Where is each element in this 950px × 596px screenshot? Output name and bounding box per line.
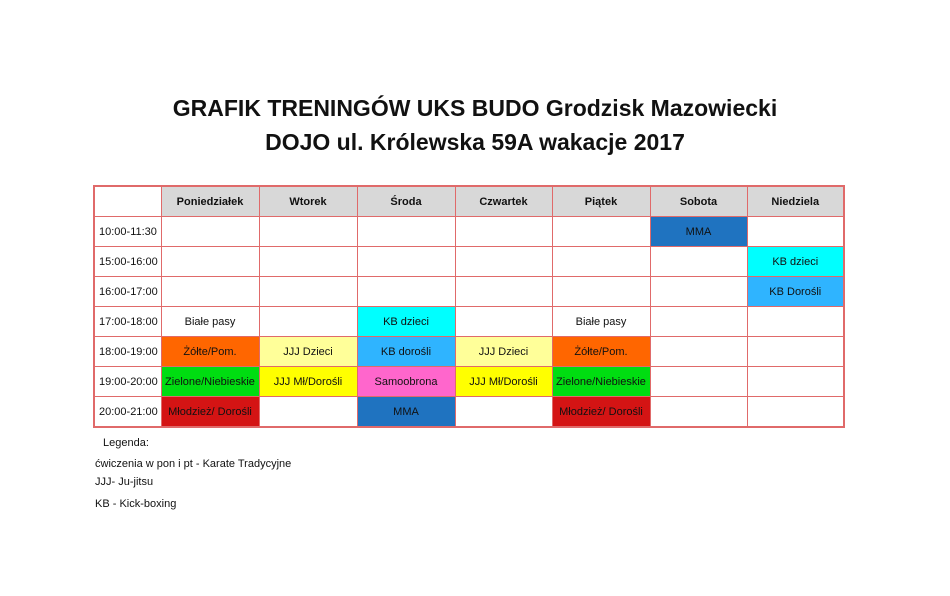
empty-cell xyxy=(650,307,747,337)
empty-cell xyxy=(161,277,259,307)
corner-cell xyxy=(94,186,161,217)
legend-item: JJJ- Ju-jitsu xyxy=(95,476,154,488)
time-slot-cell: 16:00-17:00 xyxy=(94,277,161,307)
empty-cell xyxy=(357,247,455,277)
legend-item: ćwiczenia w pon i pt - Karate Tradycyjne xyxy=(95,458,292,470)
empty-cell xyxy=(259,277,357,307)
empty-cell xyxy=(552,217,650,247)
empty-cell xyxy=(552,247,650,277)
day-header: Piątek xyxy=(552,186,650,217)
class-cell: Zielone/Niebieskie xyxy=(161,367,259,397)
time-slot-cell: 20:00-21:00 xyxy=(94,397,161,428)
empty-cell xyxy=(259,307,357,337)
day-header: Środa xyxy=(357,186,455,217)
class-cell: KB dzieci xyxy=(357,307,455,337)
class-cell: JJJ Mł/Dorośli xyxy=(259,367,357,397)
time-slot-cell: 19:00-20:00 xyxy=(94,367,161,397)
training-schedule-table xyxy=(93,185,845,428)
empty-cell xyxy=(455,217,552,247)
empty-cell xyxy=(650,247,747,277)
empty-cell xyxy=(455,247,552,277)
class-cell: Żółte/Pom. xyxy=(161,337,259,367)
day-header: Wtorek xyxy=(259,186,357,217)
schedule-row xyxy=(94,367,844,397)
schedule-row xyxy=(94,247,844,277)
class-cell: JJJ Mł/Dorośli xyxy=(455,367,552,397)
schedule-row xyxy=(94,307,844,337)
class-cell: Samoobrona xyxy=(357,367,455,397)
class-cell: KB dorośli xyxy=(357,337,455,367)
time-slot-cell: 17:00-18:00 xyxy=(94,307,161,337)
header-row xyxy=(94,186,844,217)
legend-heading: Legenda: xyxy=(103,437,149,449)
empty-cell xyxy=(747,217,844,247)
legend-item: KB - Kick-boxing xyxy=(95,498,177,510)
empty-cell xyxy=(161,247,259,277)
empty-cell xyxy=(747,397,844,428)
time-slot-cell: 18:00-19:00 xyxy=(94,337,161,367)
class-cell: MMA xyxy=(357,397,455,428)
class-cell: JJJ Dzieci xyxy=(455,337,552,367)
day-header: Poniedziałek xyxy=(161,186,259,217)
empty-cell xyxy=(747,307,844,337)
empty-cell xyxy=(259,247,357,277)
empty-cell xyxy=(552,277,650,307)
class-cell: JJJ Dzieci xyxy=(259,337,357,367)
schedule-title-line-2: DOJO ul. Królewska 59A wakacje 2017 xyxy=(265,129,685,155)
schedule-row xyxy=(94,217,844,247)
day-header: Sobota xyxy=(650,186,747,217)
empty-cell xyxy=(161,217,259,247)
class-cell: Młodzież/ Dorośli xyxy=(161,397,259,428)
empty-cell xyxy=(259,217,357,247)
class-cell: KB dzieci xyxy=(747,247,844,277)
day-header: Niedziela xyxy=(747,186,844,217)
class-cell: Zielone/Niebieskie xyxy=(552,367,650,397)
class-cell: Białe pasy xyxy=(161,307,259,337)
class-cell: Białe pasy xyxy=(552,307,650,337)
empty-cell xyxy=(747,367,844,397)
schedule-row xyxy=(94,337,844,367)
empty-cell xyxy=(455,397,552,428)
class-cell: MMA xyxy=(650,217,747,247)
empty-cell xyxy=(455,277,552,307)
class-cell: KB Dorośli xyxy=(747,277,844,307)
empty-cell xyxy=(455,307,552,337)
empty-cell xyxy=(650,337,747,367)
time-slot-cell: 10:00-11:30 xyxy=(94,217,161,247)
empty-cell xyxy=(357,277,455,307)
time-slot-cell: 15:00-16:00 xyxy=(94,247,161,277)
schedule-row xyxy=(94,397,844,428)
schedule-row xyxy=(94,277,844,307)
class-cell: Młodzież/ Dorośli xyxy=(552,397,650,428)
empty-cell xyxy=(650,397,747,428)
class-cell: Żółte/Pom. xyxy=(552,337,650,367)
empty-cell xyxy=(650,277,747,307)
empty-cell xyxy=(747,337,844,367)
empty-cell xyxy=(357,217,455,247)
empty-cell xyxy=(650,367,747,397)
empty-cell xyxy=(259,397,357,428)
schedule-title-line-1: GRAFIK TRENINGÓW UKS BUDO Grodzisk Mazowiecki xyxy=(172,95,778,121)
day-header: Czwartek xyxy=(455,186,552,217)
